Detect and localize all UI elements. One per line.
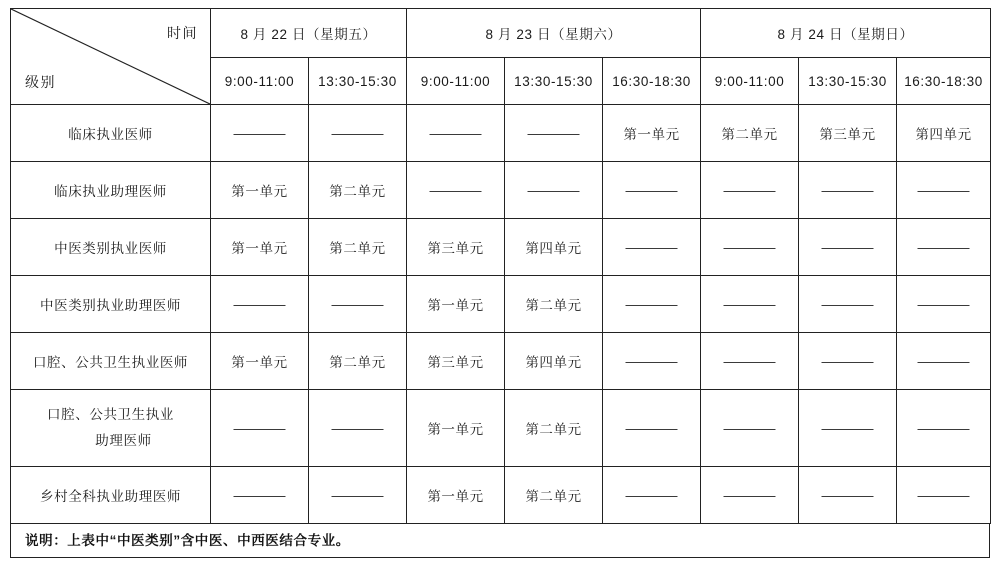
day-header-1: 8 月 22 日（星期五） (211, 9, 407, 58)
cell-5-3: 第二单元 (505, 390, 603, 467)
table-row (11, 276, 991, 333)
cell-2-1: 第二单元 (309, 219, 407, 276)
cell-0-4: 第一单元 (603, 105, 701, 162)
cell-5-0: ———— (211, 390, 309, 467)
cell-4-2: 第三单元 (407, 333, 505, 390)
cell-3-1: ———— (309, 276, 407, 333)
cell-6-5: ———— (701, 467, 799, 524)
cell-3-4: ———— (603, 276, 701, 333)
cell-1-6: ———— (799, 162, 897, 219)
table-row (11, 219, 991, 276)
table-row (11, 333, 991, 390)
cell-4-7: ———— (897, 333, 991, 390)
cell-6-0: ———— (211, 467, 309, 524)
day-header-3: 8 月 24 日（星期日） (701, 9, 991, 58)
cell-0-2: ———— (407, 105, 505, 162)
cell-6-1: ———— (309, 467, 407, 524)
cell-1-5: ———— (701, 162, 799, 219)
cell-4-0: 第一单元 (211, 333, 309, 390)
slot-header-3: 9:00-11:00 (407, 58, 505, 105)
cell-0-7: 第四单元 (897, 105, 991, 162)
cell-4-6: ———— (799, 333, 897, 390)
slot-header-7: 13:30-15:30 (799, 58, 897, 105)
cell-1-1: 第二单元 (309, 162, 407, 219)
cell-4-5: ———— (701, 333, 799, 390)
exam-schedule-table (10, 8, 991, 524)
row-label-5-line-2: 助理医师 (95, 433, 152, 448)
cell-3-2: 第一单元 (407, 276, 505, 333)
cell-6-3: 第二单元 (505, 467, 603, 524)
cell-2-2: 第三单元 (407, 219, 505, 276)
corner-time-label: 时间 (167, 25, 198, 41)
slot-header-8: 16:30-18:30 (897, 58, 991, 105)
cell-0-5: 第二单元 (701, 105, 799, 162)
slot-header-5: 16:30-18:30 (603, 58, 701, 105)
cell-2-5: ———— (701, 219, 799, 276)
cell-3-6: ———— (799, 276, 897, 333)
cell-1-2: ———— (407, 162, 505, 219)
cell-2-0: 第一单元 (211, 219, 309, 276)
slot-header-1: 9:00-11:00 (211, 58, 309, 105)
cell-5-4: ———— (603, 390, 701, 467)
cell-6-4: ———— (603, 467, 701, 524)
row-label-3: 中医类别执业助理医师 (11, 276, 211, 333)
cell-4-1: 第二单元 (309, 333, 407, 390)
cell-5-6: ———— (799, 390, 897, 467)
table-header (11, 9, 991, 105)
cell-6-7: ———— (897, 467, 991, 524)
cell-4-3: 第四单元 (505, 333, 603, 390)
cell-5-2: 第一单元 (407, 390, 505, 467)
row-label-2: 中医类别执业医师 (11, 219, 211, 276)
cell-1-0: 第一单元 (211, 162, 309, 219)
cell-5-5: ———— (701, 390, 799, 467)
table-row (11, 390, 991, 467)
row-label-5-line-1: 口腔、公共卫生执业 (47, 407, 174, 423)
cell-0-3: ———— (505, 105, 603, 162)
cell-5-7: ———— (897, 390, 991, 467)
row-label-6: 乡村全科执业助理医师 (11, 467, 211, 524)
cell-3-3: 第二单元 (505, 276, 603, 333)
cell-4-4: ———— (603, 333, 701, 390)
cell-0-0: ———— (211, 105, 309, 162)
cell-6-2: 第一单元 (407, 467, 505, 524)
corner-level-label: 级别 (25, 74, 56, 90)
cell-2-4: ———— (603, 219, 701, 276)
corner-header-cell (11, 9, 211, 105)
cell-3-5: ———— (701, 276, 799, 333)
row-label-1: 临床执业助理医师 (11, 162, 211, 219)
header-row-days (11, 9, 991, 58)
cell-2-6: ———— (799, 219, 897, 276)
cell-3-0: ———— (211, 276, 309, 333)
cell-2-3: 第四单元 (505, 219, 603, 276)
cell-1-4: ———— (603, 162, 701, 219)
table-row (11, 105, 991, 162)
table-footnote: 说明：上表中“中医类别”含中医、中西医结合专业。 (10, 524, 990, 558)
row-label-0: 临床执业医师 (11, 105, 211, 162)
day-header-2: 8 月 23 日（星期六） (407, 9, 701, 58)
cell-1-7: ———— (897, 162, 991, 219)
cell-5-1: ———— (309, 390, 407, 467)
table-body (11, 105, 991, 524)
slot-header-6: 9:00-11:00 (701, 58, 799, 105)
table-row (11, 162, 991, 219)
slot-header-2: 13:30-15:30 (309, 58, 407, 105)
slot-header-4: 13:30-15:30 (505, 58, 603, 105)
cell-3-7: ———— (897, 276, 991, 333)
row-label-5 (11, 390, 211, 467)
table-row (11, 467, 991, 524)
cell-1-3: ———— (505, 162, 603, 219)
cell-2-7: ———— (897, 219, 991, 276)
cell-0-1: ———— (309, 105, 407, 162)
cell-0-6: 第三单元 (799, 105, 897, 162)
row-label-4: 口腔、公共卫生执业医师 (11, 333, 211, 390)
cell-6-6: ———— (799, 467, 897, 524)
